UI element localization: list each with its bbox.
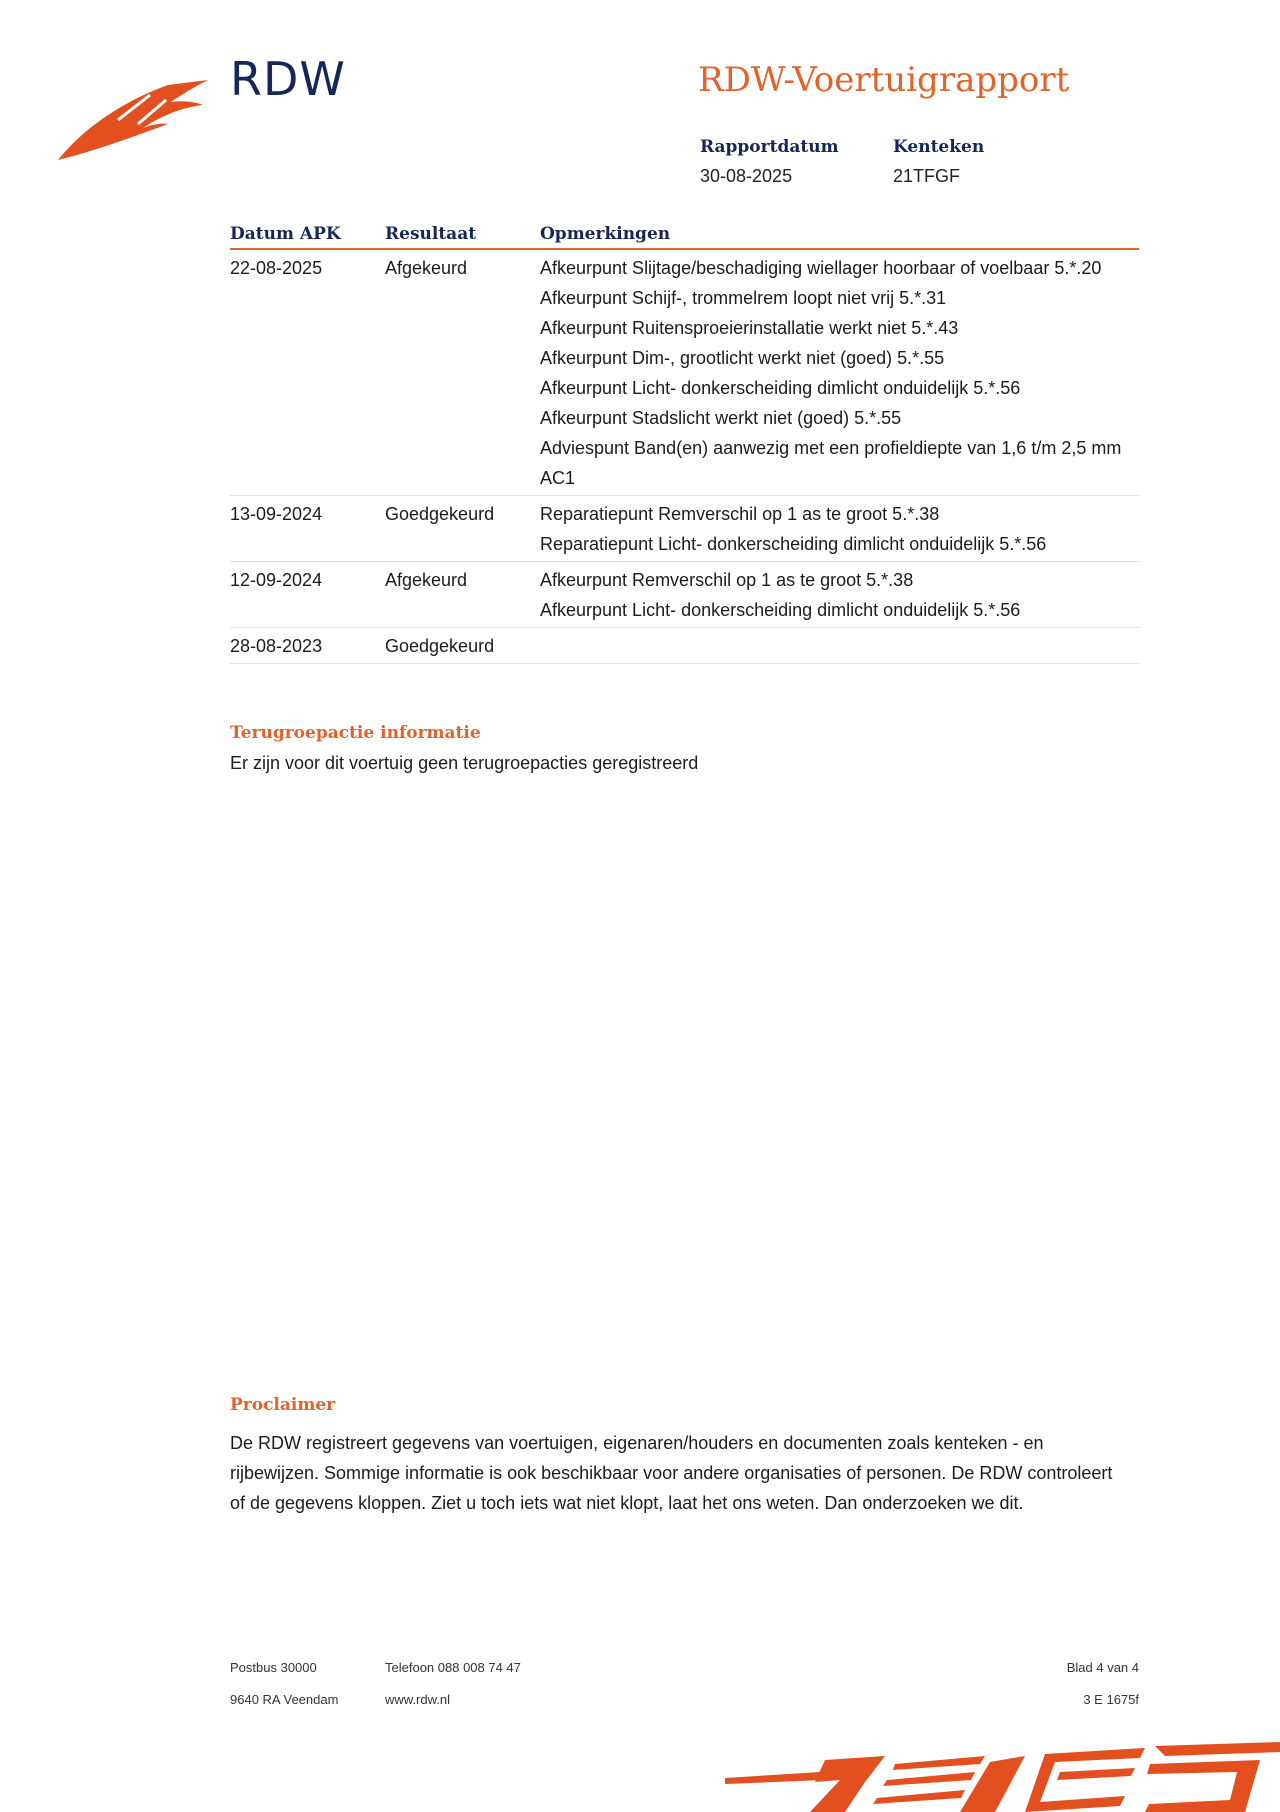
meta-label: Kenteken	[893, 137, 985, 157]
table-row	[230, 628, 1139, 664]
remark-item: Afkeurpunt Licht- donkerscheiding dimlicht onduidelijk 5.*.56	[540, 600, 1021, 620]
meta-value: 21TFGF	[893, 166, 961, 186]
footer-city: 9640 RA Veendam	[230, 1692, 339, 1707]
cell-date: 28-08-2023	[230, 628, 385, 664]
cell-result: Afgekeurd	[385, 562, 540, 628]
remark-item: Reparatiepunt Licht- donkerscheiding dimlicht onduidelijk 5.*.56	[540, 534, 1047, 554]
meta-license-plate	[893, 137, 984, 187]
cell-date: 22-08-2025	[230, 249, 385, 496]
cell-result: Goedgekeurd	[385, 496, 540, 562]
meta-report-date	[700, 137, 839, 187]
rdw-feather-logo-icon	[58, 80, 208, 162]
recall-text: Er zijn voor dit voertuig geen terugroepacties geregistreerd	[230, 753, 699, 773]
cell-remarks	[540, 628, 1139, 664]
meta-value: 30-08-2025	[700, 166, 793, 186]
table-row	[230, 249, 1139, 496]
brand-name: RDW	[230, 52, 346, 106]
cell-result: Goedgekeurd	[385, 628, 540, 664]
proclaimer-text: De RDW registreert gegevens van voertuigen, eigenaren/houders en documenten zoals kenteken - en rijbewijzen. Sommige informatie is ook beschikbaar voor andere organisaties of personen. De RDW controleert of de gegevens kloppen. Ziet u toch iets wat niet klopt, laat het ons weten. Dan onderzoeken we dit.	[230, 1433, 1113, 1513]
remark-item: Afkeurpunt Slijtage/beschadiging wiellager hoorbaar of voelbaar 5.*.20	[540, 258, 1102, 278]
cell-remarks	[540, 562, 1139, 628]
remark-item: Afkeurpunt Schijf-, trommelrem loopt niet vrij 5.*.31	[540, 288, 947, 308]
recall-heading: Terugroepactie informatie	[230, 723, 481, 743]
table-row	[230, 562, 1139, 628]
cell-date: 12-09-2024	[230, 562, 385, 628]
remark-item: Afkeurpunt Ruitensproeierinstallatie werkt niet 5.*.43	[540, 318, 959, 338]
table-row	[230, 496, 1139, 562]
remark-item: Afkeurpunt Dim-, grootlicht werkt niet (goed) 5.*.55	[540, 348, 945, 368]
meta-label: Rapportdatum	[700, 137, 839, 157]
remark-item: Afkeurpunt Remverschil op 1 as te groot 5.*.38	[540, 570, 914, 590]
apk-history-table	[230, 224, 1139, 664]
footer-document-code: 3 E 1675f	[1083, 1692, 1139, 1707]
cell-result: Afgekeurd	[385, 249, 540, 496]
remark-item: Reparatiepunt Remverschil op 1 as te groot 5.*.38	[540, 504, 940, 524]
remark-item: Afkeurpunt Stadslicht werkt niet (goed) 5.*.55	[540, 408, 902, 428]
remark-item: Afkeurpunt Licht- donkerscheiding dimlicht onduidelijk 5.*.56	[540, 378, 1021, 398]
column-header-remarks: Opmerkingen	[540, 224, 1139, 249]
cell-date: 13-09-2024	[230, 496, 385, 562]
footer-page-number: Blad 4 van 4	[1066, 1660, 1139, 1675]
footer-phone: Telefoon 088 008 74 47	[385, 1660, 521, 1675]
remark-item: Adviespunt Band(en) aanwezig met een profieldiepte van 1,6 t/m 2,5 mm AC1	[540, 438, 1122, 488]
report-title: RDW-Voertuigrapport	[698, 60, 1070, 100]
cell-remarks	[540, 496, 1139, 562]
proclaimer-heading: Proclaimer	[230, 1395, 336, 1415]
footer-postbus: Postbus 30000	[230, 1660, 317, 1675]
rdw-stripes-decoration-icon	[725, 1742, 1280, 1812]
table-body	[230, 249, 1139, 664]
column-header-date: Datum APK	[230, 224, 385, 249]
footer-website[interactable]: www.rdw.nl	[385, 1692, 451, 1707]
column-header-result: Resultaat	[385, 224, 540, 249]
cell-remarks	[540, 249, 1139, 496]
table-header-row	[230, 224, 1139, 249]
